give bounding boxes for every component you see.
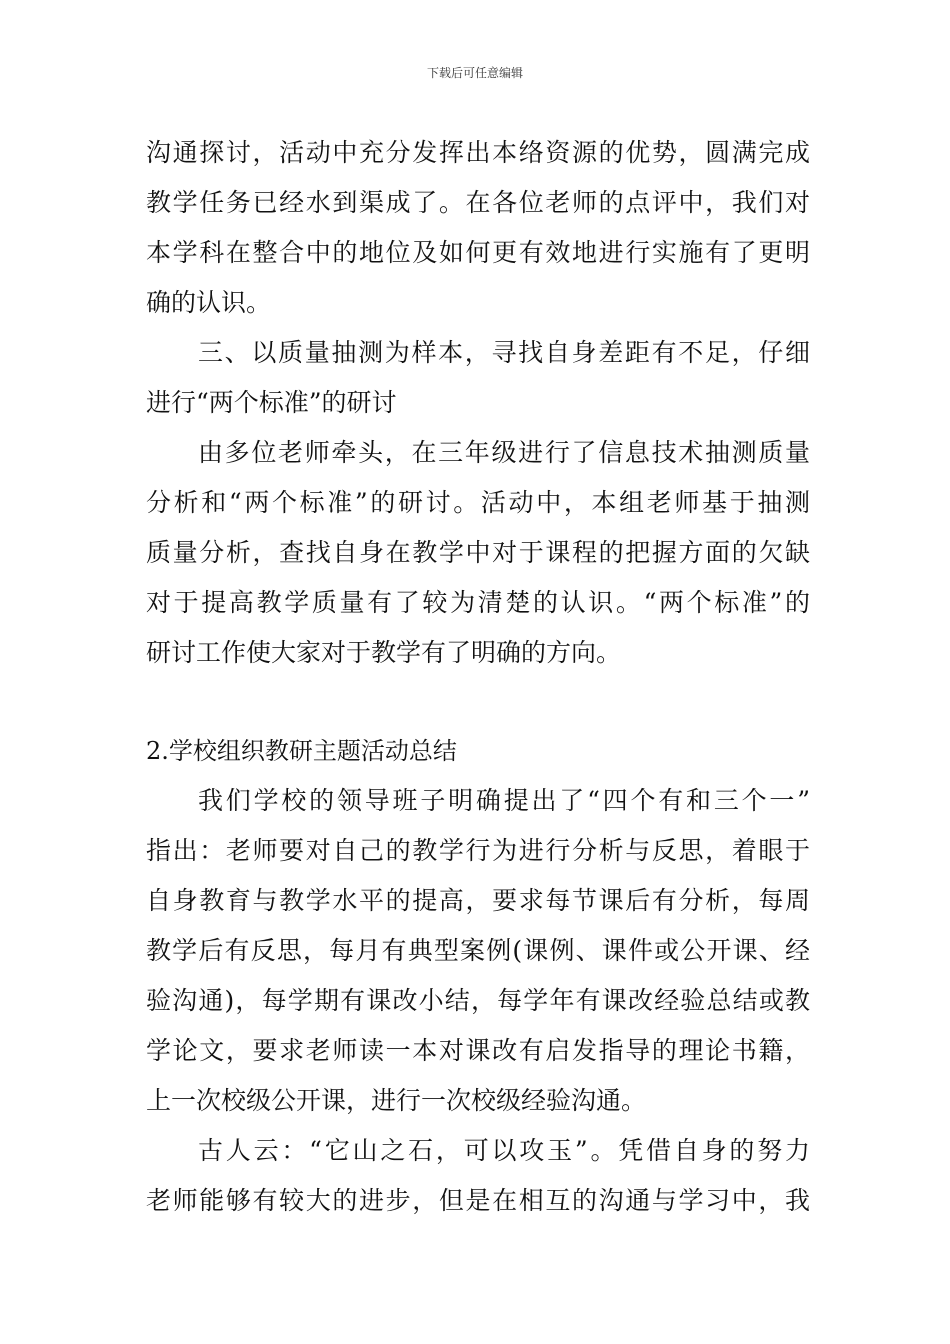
text-line: 对于提高教学质量有了较为清楚的认识。“两个标准”的	[146, 588, 810, 617]
text-line: 老师能够有较大的进步，但是在相互的沟通与学习中，我	[146, 1186, 810, 1215]
text-line: 我们学校的领导班子明确提出了“四个有和三个一”	[198, 786, 810, 815]
text-line: 教学后有反思，每月有典型案例(课例、课件或公开课、经	[146, 936, 810, 965]
text-line: 由多位老师牵头，在三年级进行了信息技术抽测质量	[198, 438, 810, 467]
paragraph	[146, 1126, 810, 1226]
section-title: 2.学校组织教研主题活动总结	[146, 737, 457, 765]
paragraph-gap	[146, 678, 810, 726]
text-line: 三、以质量抽测为样本，寻找自身差距有不足，仔细	[198, 338, 810, 367]
text-line: 分析和“两个标准”的研讨。活动中，本组老师基于抽测	[146, 488, 810, 517]
paragraph	[146, 776, 810, 1126]
text-line: 沟通探讨，活动中充分发挥出本络资源的优势，圆满完成	[146, 138, 810, 167]
text-line: 学论文，要求老师读一本对课改有启发指导的理论书籍，	[146, 1036, 810, 1065]
text-line: 指出：老师要对自己的教学行为进行分析与反思，着眼于	[146, 836, 810, 865]
paragraph	[146, 128, 810, 328]
text-line: 上一次校级公开课，进行一次校级经验沟通。	[146, 1086, 647, 1115]
text-line: 古人云：“它山之石，可以攻玉”。凭借自身的努力	[198, 1136, 810, 1165]
text-line: 本学科在整合中的地位及如何更有效地进行实施有了更明	[146, 238, 810, 267]
text-line: 教学任务已经水到渠成了。在各位老师的点评中，我们对	[146, 188, 810, 217]
text-line: 研讨工作使大家对于教学有了明确的方向。	[146, 638, 622, 667]
section-heading-paragraph	[146, 328, 810, 428]
text-line: 质量分析，查找自身在教学中对于课程的把握方面的欠缺	[146, 538, 810, 567]
page-header: 下载后可任意编辑	[426, 66, 523, 80]
text-line: 自身教育与教学水平的提高，要求每节课后有分析，每周	[146, 886, 810, 915]
document-body	[146, 128, 810, 1226]
paragraph	[146, 428, 810, 678]
text-line: 确的认识。	[146, 288, 272, 317]
text-line: 验沟通)，每学期有课改小结，每学年有课改经验总结或教	[146, 986, 810, 1015]
text-line: 进行“两个标准”的研讨	[146, 388, 397, 417]
